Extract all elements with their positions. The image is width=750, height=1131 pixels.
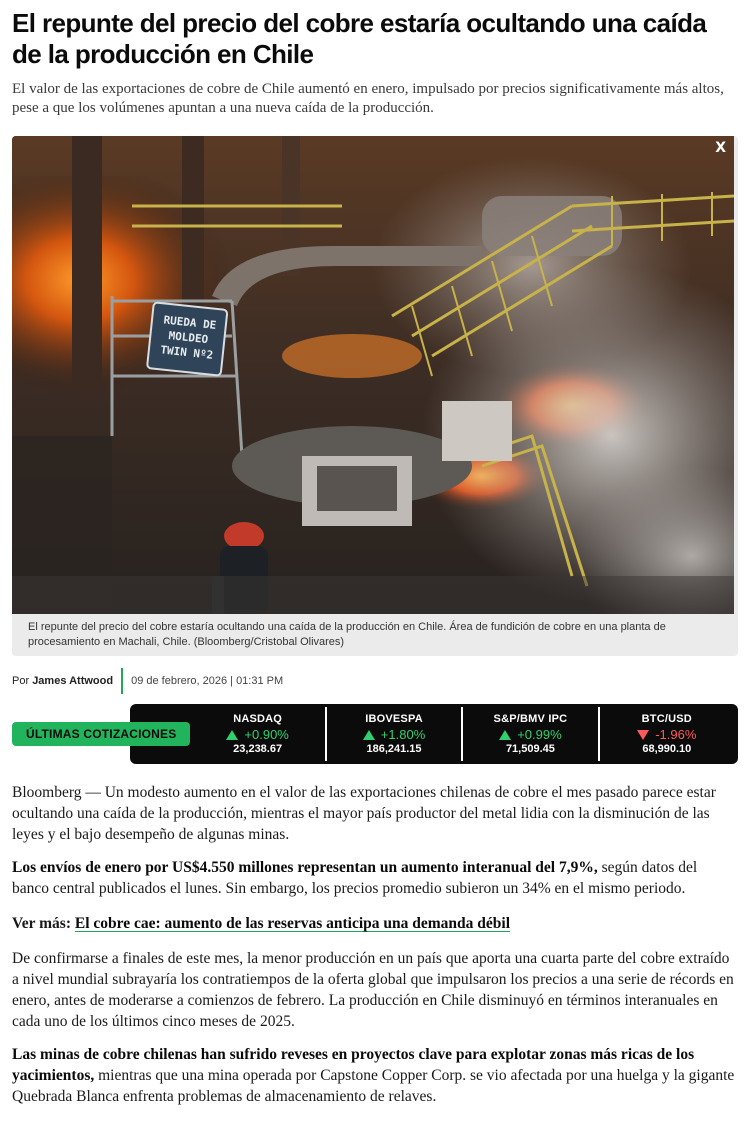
- article-photo: [12, 136, 734, 614]
- ticker-value: 23,238.67: [233, 743, 283, 755]
- latest-quotes-bar: [12, 704, 738, 764]
- author-link[interactable]: James Attwood: [32, 675, 114, 687]
- ticker-value: 71,509.45: [505, 743, 555, 755]
- article-headline: El repunte del precio del cobre estaría ocultando una caída de la producción en Chile: [12, 8, 707, 69]
- photo-caption: El repunte del precio del cobre estaría ocultando una caída de la producción en Chile. Área de fundición de cobre en una planta de procesamiento en Machali, Chile. (Bloomberg/Cristobal Olivares): [28, 621, 666, 648]
- ticker-change: -1.96%: [655, 727, 697, 742]
- publish-date: 09 de febrero, 2026 | 01:31 PM: [131, 675, 284, 687]
- arrow-down-icon: [637, 730, 649, 740]
- latest-quotes-label[interactable]: ÚLTIMAS COTIZACIONES: [12, 722, 190, 746]
- byline-row: [12, 668, 738, 694]
- paragraph-4-rest: mientras que una mina operada por Capstone Copper Corp. se vio afectada por una huelga y la gigante Quebrada Blanca enfrenta problemas de almacenamiento de relaves.: [12, 1067, 735, 1105]
- ticker-value: 68,990.10: [642, 743, 692, 755]
- arrow-up-icon: [226, 730, 238, 740]
- ticker-item-btc-usd[interactable]: [600, 707, 734, 761]
- close-icon[interactable]: X: [715, 140, 726, 156]
- paragraph-2-rest: según datos del banco central publicados el lunes. Sin embargo, los precios promedio subieron un 34% en el mismo periodo.: [12, 859, 698, 897]
- ticker-change: +1.80%: [380, 727, 426, 742]
- paragraph-4: [12, 1044, 738, 1107]
- paragraph-2-lead: Los envíos de enero por US$4.550 millones representan un aumento interanual del 7,9%,: [12, 859, 598, 876]
- ticker-name: S&P/BMV IPC: [493, 713, 568, 725]
- article-figure: [12, 136, 738, 656]
- smelter-photo-illustration: [12, 136, 734, 614]
- ticker-name: NASDAQ: [233, 713, 283, 725]
- ticker-name: IBOVESPA: [365, 713, 423, 725]
- see-more-prefix: Ver más:: [12, 915, 75, 932]
- paragraph-4-lead: Las minas de cobre chilenas han sufrido reveses en proyectos clave para explotar zonas más ricas de los yacimientos,: [12, 1046, 695, 1084]
- ticker-strip: [130, 704, 738, 764]
- paragraph-3: De confirmarse a finales de este mes, la menor producción en un país que aporta una cuarta parte del cobre extraído a nivel mundial subrayaría los contratiempos de la oferta global que impulsaron los precios a una serie de récords en enero, antes de moderarse a comienzos de febrero. La producción en Chile disminuyó en términos interanuales en cada uno de los últimos cinco meses de 2025.: [12, 950, 734, 1030]
- paragraph-1: Bloomberg — Un modesto aumento en el valor de las exportaciones chilenas de cobre el mes pasado parece estar ocultando una caída de la producción, mientras el mayor país productor del metal lidia con la disminución de las leyes y el bajo desempeño de algunas minas.: [12, 784, 716, 843]
- byline: [12, 675, 121, 687]
- arrow-up-icon: [363, 730, 375, 740]
- photo-sign-line-2: MOLDEO: [167, 329, 209, 347]
- article-body: [12, 782, 738, 1107]
- byline-prefix: Por: [12, 675, 33, 687]
- photo-sign-line-1: RUEDA DE: [162, 313, 217, 332]
- ticker-item-ibovespa[interactable]: [327, 707, 463, 761]
- ticker-value: 186,241.15: [366, 743, 422, 755]
- see-more: [12, 913, 738, 934]
- see-more-link[interactable]: El cobre cae: aumento de las reservas anticipa una demanda débil: [74, 915, 511, 932]
- ticker-change: +0.90%: [244, 727, 289, 742]
- ticker-item-nasdaq[interactable]: [190, 707, 326, 761]
- byline-divider: [121, 668, 123, 694]
- ticker-item-sp-bmv-ipc[interactable]: [463, 707, 599, 761]
- ticker-name: BTC/USD: [641, 713, 692, 725]
- article-dek: El valor de las exportaciones de cobre de Chile aumentó en enero, impulsado por precios significativamente más altos, pese a que los volúmenes apuntan a una nueva caída de la producción.: [12, 81, 724, 116]
- arrow-up-icon: [499, 730, 511, 740]
- photo-sign-line-3: TWIN Nº2: [159, 343, 214, 362]
- paragraph-2: [12, 857, 738, 899]
- ticker-change: +0.99%: [517, 727, 562, 742]
